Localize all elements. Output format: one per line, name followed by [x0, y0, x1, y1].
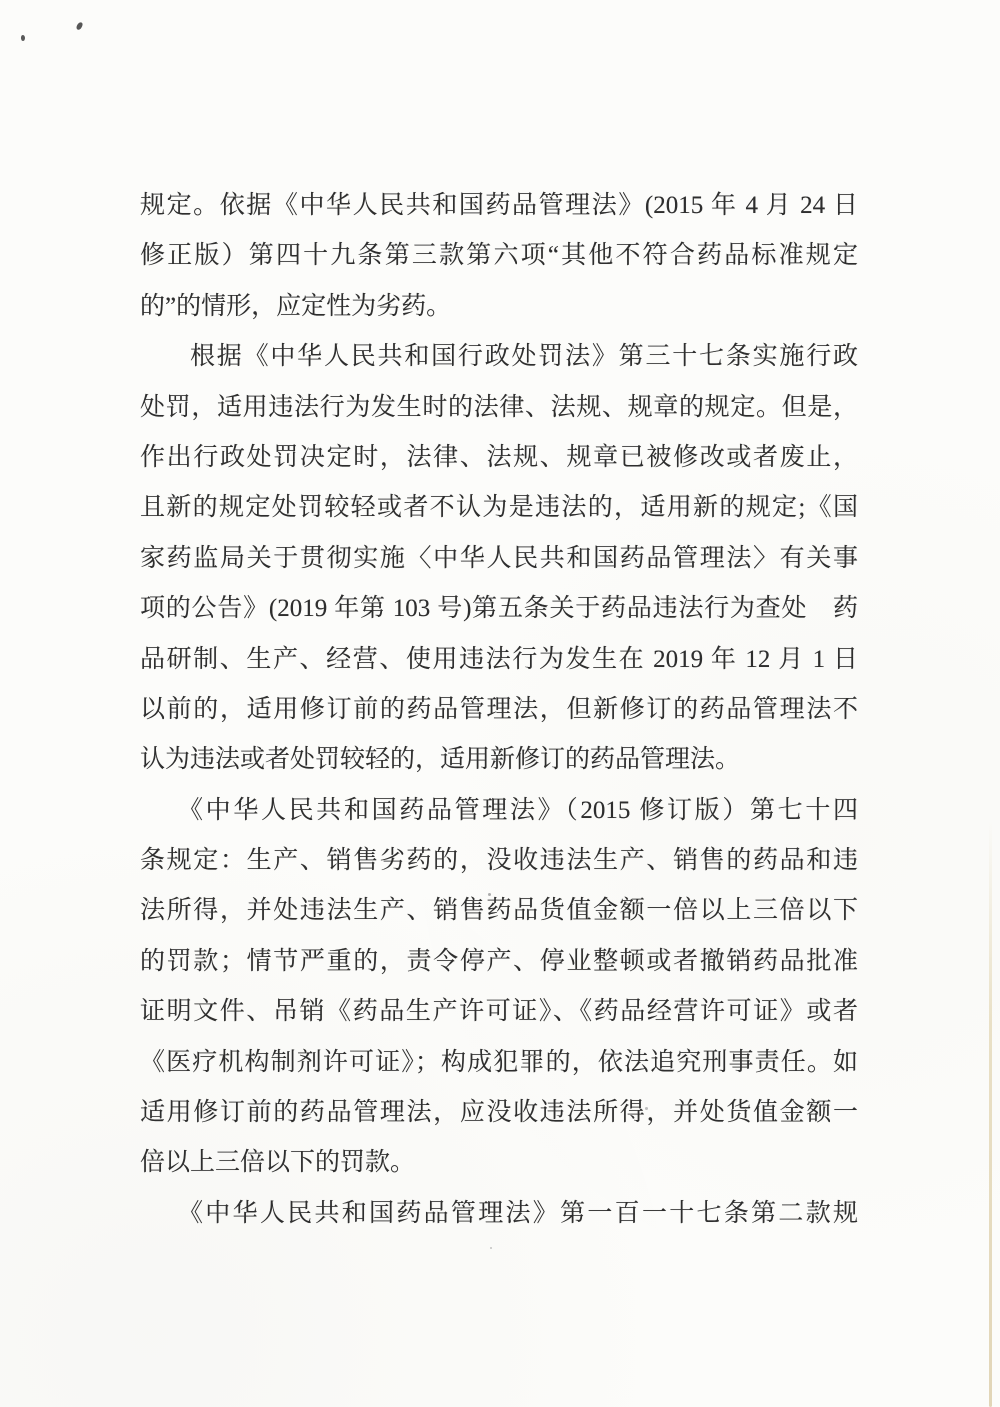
text-line: 且新的规定处罚较轻或者不认为是违法的，适用新的规定;《国 — [140, 494, 858, 522]
text-line: 作出行政处罚决定时，法律、法规、规章已被修改或者废止， — [140, 443, 858, 471]
text-line: 《中华人民共和国药品管理法》第一百一十七条第二款规 — [178, 1199, 858, 1227]
text-line: 认为违法或者处罚较轻的，适用新修订的药品管理法。 — [140, 746, 741, 774]
text-line: 证明文件、吊销《药品生产许可证》、《药品经营许可证》或者 — [140, 998, 858, 1026]
text-line: 品研制、生产、经营、使用违法行为发生在 2019 年 12 月 1 日 — [140, 645, 858, 673]
scan-dot — [490, 1247, 492, 1249]
text-line: 根据《中华人民共和国行政处罚法》第三十七条实施行政 — [190, 343, 858, 371]
paragraph-administrative-penalty-law — [140, 332, 858, 786]
text-line: 适用修订前的药品管理法，应没收违法所得，并处货值金额一 — [140, 1099, 858, 1127]
text-line: 以前的，适用修订前的药品管理法，但新修订的药品管理法不 — [140, 695, 858, 723]
text-line: 处罚，适用违法行为发生时的法律、法规、规章的规定。但是， — [140, 393, 858, 421]
scan-speck — [21, 35, 25, 41]
document-body — [140, 181, 858, 1239]
text-line: 法所得，并处违法生产、销售药品货值金额一倍以上三倍以下 — [140, 897, 858, 925]
text-line: 《医疗机构制剂许可证》；构成犯罪的，依法追究刑事责任。如 — [140, 1048, 858, 1076]
text-line: 修正版）第四十九条第三款第六项“其他不符合药品标准规定 — [140, 242, 858, 270]
text-line: 家药监局关于贯彻实施〈中华人民共和国药品管理法〉有关事 — [140, 544, 858, 572]
text-line: 倍以上三倍以下的罚款。 — [140, 1149, 416, 1177]
scan-speck — [76, 21, 84, 30]
page-edge-shadow — [989, 820, 992, 1407]
text-line: 的罚款；情节严重的，责令停产、停业整顿或者撤销药品批准 — [140, 947, 858, 975]
text-line: 规定。依据《中华人民共和国药品管理法》(2015 年 4 月 24 日 — [140, 192, 858, 219]
text-line: 《中华人民共和国药品管理法》（2015 修订版）第七十四 — [178, 796, 858, 824]
text-line: 条规定：生产、销售劣药的，没收违法生产、销售的药品和违 — [140, 847, 858, 875]
paragraph-drug-law-article-74 — [140, 786, 858, 1189]
text-line: 项的公告》(2019 年第 103 号)第五条关于药品违法行为查处 药 — [140, 595, 858, 623]
paragraph-continuation — [140, 181, 858, 332]
text-line: 的”的情形，应定性为劣药。 — [140, 292, 452, 320]
paragraph-drug-law-article-117 — [140, 1189, 858, 1239]
